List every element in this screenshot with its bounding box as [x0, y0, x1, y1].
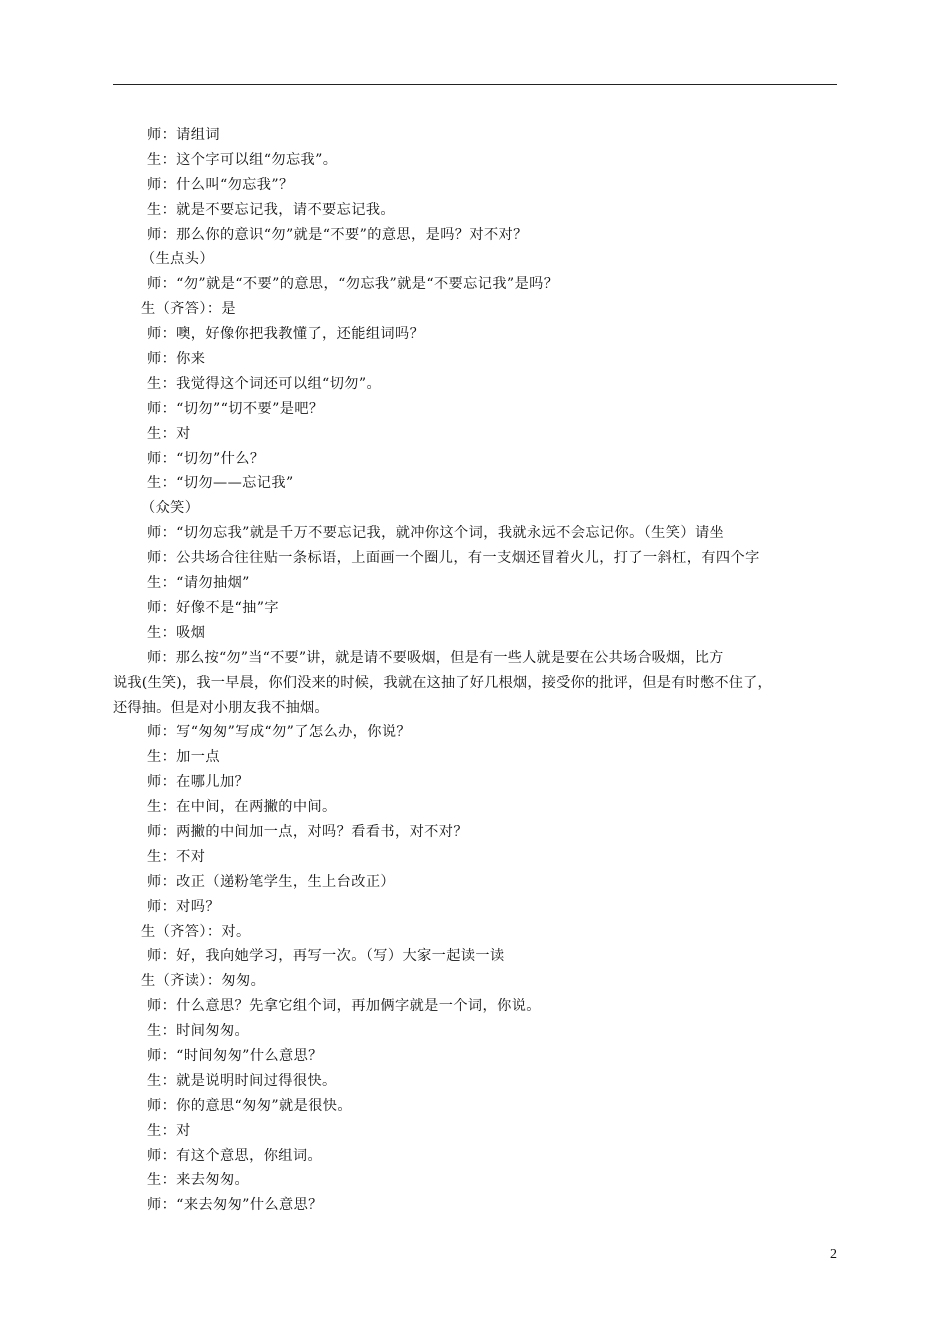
dialogue-line: 生：就是说明时间过得很快。 — [147, 1072, 337, 1089]
dialogue-line: 师：公共场合往往贴一条标语，上面画一个圈儿，有一支烟还冒着火儿，打了一斜杠，有四个字 — [147, 550, 760, 567]
paragraph-line: 说我(生笑)，我一早晨，你们没来的时候，我就在这抽了好几根烟，接受你的批评，但是有时憋不住了， — [113, 674, 772, 691]
document-body — [113, 123, 837, 1218]
long-paragraph — [113, 646, 837, 721]
dialogue-line: 师：有这个意思，你组词。 — [147, 1147, 323, 1164]
dialogue-line: 生：时间匆匆。 — [147, 1023, 250, 1040]
dialogue-line: 生：这个字可以组“勿忘我”。 — [147, 151, 338, 168]
dialogue-line: 生（齐答）：是 — [141, 301, 237, 318]
dialogue-line: 师：请组词 — [147, 127, 220, 143]
dialogue-line: 师：对吗？ — [147, 898, 220, 915]
dialogue-line: 师：“来去匆匆”什么意思？ — [147, 1197, 323, 1214]
dialogue-line: 师：“勿”就是“不要”的意思，“勿忘我”就是“不要忘记我”是吗？ — [147, 276, 559, 293]
dialogue-line: 师：两撇的中间加一点，对吗？看看书，对不对？ — [147, 823, 468, 840]
dialogue-line: 生（齐读）：匆匆。 — [141, 973, 266, 990]
dialogue-line: （生点头） — [141, 251, 214, 268]
dialogue-line: 生（齐答）：对。 — [141, 923, 251, 940]
dialogue-line: 师：“切勿忘我”就是千万不要忘记我，就冲你这个词，我就永远不会忘记你。（生笑）请坐 — [147, 525, 725, 542]
dialogue-line: 师：好像不是“抽”字 — [147, 599, 280, 616]
dialogue-line: 生：不对 — [147, 848, 206, 865]
dialogue-line: 师：在哪儿加？ — [147, 774, 250, 791]
paragraph-line: 师：那么按“勿”当“不要”讲，就是请不要吸烟，但是有一些人就是要在公共场合吸烟，比方 — [147, 649, 724, 666]
dialogue-line: 生：对 — [147, 425, 191, 442]
dialogue-line: 师：什么意思？先拿它组个词，再加俩字就是一个词，你说。 — [147, 998, 541, 1015]
dialogue-line: 生：“请勿抽烟” — [147, 575, 250, 592]
dialogue-line: 师：“时间匆匆”什么意思？ — [147, 1048, 323, 1064]
header-rule — [113, 84, 837, 85]
dialogue-line: 师：你来 — [147, 351, 206, 368]
paragraph-line: 还得抽。但是对小朋友我不抽烟。 — [113, 699, 329, 716]
dialogue-line: 师：那么你的意识“勿”就是“不要”的意思，是吗？对不对？ — [147, 226, 528, 243]
dialogue-line: 师：你的意思“匆匆”就是很快。 — [147, 1097, 352, 1114]
page-number: 2 — [830, 1247, 837, 1262]
dialogue-line: 师：“切勿”“切不要”是吧？ — [147, 400, 324, 417]
dialogue-block-after — [113, 720, 837, 1218]
dialogue-line: 生：对 — [147, 1122, 191, 1139]
dialogue-line: 生：来去匆匆。 — [147, 1172, 250, 1189]
dialogue-line: （众笑） — [141, 500, 200, 517]
dialogue-line: 师：好，我向她学习，再写一次。（写）大家一起读一读 — [147, 948, 505, 965]
dialogue-line: 生：“切勿——忘记我” — [147, 475, 294, 492]
dialogue-line: 生：就是不要忘记我，请不要忘记我。 — [147, 201, 395, 218]
dialogue-line: 生：在中间，在两撇的中间。 — [147, 799, 337, 816]
dialogue-line: 师：写“匆匆”写成“勿”了怎么办，你说？ — [147, 724, 412, 741]
dialogue-line: 生：吸烟 — [147, 624, 206, 641]
dialogue-line: 师：噢，好像你把我教懂了，还能组词吗？ — [147, 326, 425, 343]
dialogue-line: 师：什么叫“勿忘我”？ — [147, 176, 294, 193]
dialogue-line: 师：改正（递粉笔学生，生上台改正） — [147, 873, 395, 890]
dialogue-block-before — [113, 123, 837, 646]
dialogue-line: 师：“切勿”什么？ — [147, 450, 265, 467]
dialogue-line: 生：加一点 — [147, 749, 220, 766]
dialogue-line: 生：我觉得这个词还可以组“切勿”。 — [147, 375, 382, 392]
